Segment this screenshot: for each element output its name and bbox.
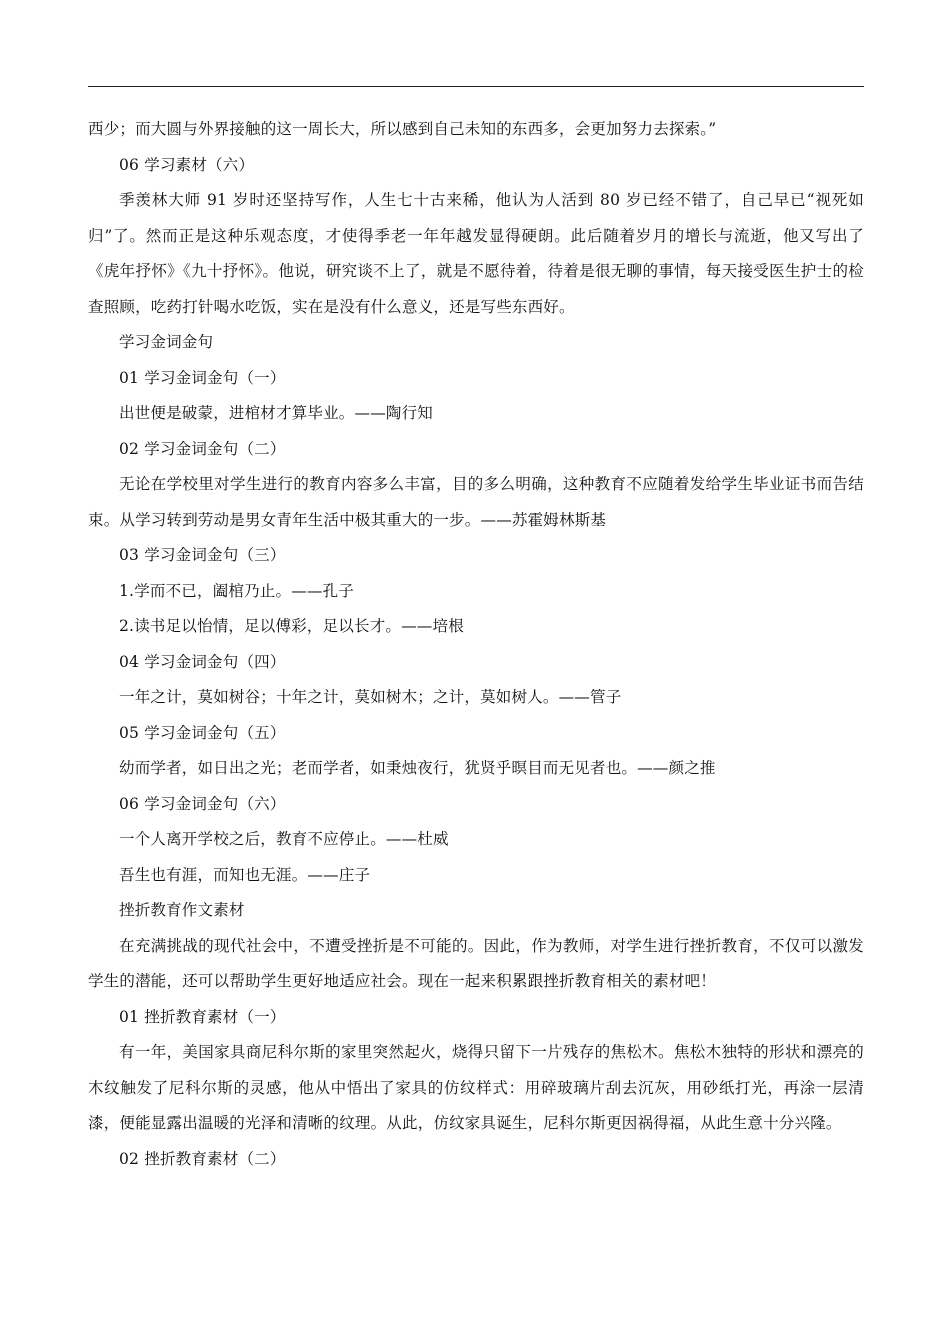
quote-bacon: 2.读书足以怡情，足以傅彩，足以长才。——培根 xyxy=(119,617,464,635)
section-title-setback-education: 挫折教育作文素材 xyxy=(119,901,245,919)
section-heading-setback-1: 01 挫折教育素材（一） xyxy=(119,1007,286,1026)
section-heading-quote-6: 06 学习金词金句（六） xyxy=(119,794,286,813)
quote-yan-zhitui: 幼而学者，如日出之光；老而学者，如秉烛夜行，犹贤乎暝目而无见者也。——颜之推 xyxy=(119,759,716,777)
section-heading-quote-1: 01 学习金词金句（一） xyxy=(119,368,286,387)
quote-sukhomlinsky: 无论在学校里对学生进行的教育内容多么丰富，目的多么明确，这种教育不应随着发给学生毕业证书而告结束。从学习转到劳动是男女青年生活中极其重大的一步。——苏霍姆林斯基 xyxy=(88,475,864,529)
paragraph-setback-intro: 在充满挑战的现代社会中，不遭受挫折是不可能的。因此，作为教师，对学生进行挫折教育，不仅可以激发学生的潜能，还可以帮助学生更好地适应社会。现在一起来积累跟挫折教育相关的素材吧！ xyxy=(88,936,864,990)
section-heading-quote-5: 05 学习金词金句（五） xyxy=(119,723,286,742)
paragraph-continuation: 西少；而大圆与外界接触的这一周长大，所以感到自己未知的东西多，会更加努力去探索。” xyxy=(88,120,717,138)
paragraph-ji-xianlin: 季羡林大师 91 岁时还坚持写作，人生七十古来稀，他认为人活到 80 岁已经不错了，自己早已“视死如归”了。然而正是这种乐观态度，才使得季老一年年越发显得硬朗。此后随着岁月的增长与流逝，他又写出了《虎年抒怀》《九十抒怀》。他说，研究谈不上了，就是不愿待着，待着是很无聊的事情，每天接受医生护士的检查照顾，吃药打针喝水吃饭，实在是没有什么意义，还是写些东西好。 xyxy=(88,191,864,316)
quote-guanzi: 一年之计，莫如树谷；十年之计，莫如树木；之计，莫如树人。——管子 xyxy=(119,688,622,706)
paragraph-nichols: 有一年，美国家具商尼科尔斯的家里突然起火，烧得只留下一片残存的焦松木。焦松木独特的形状和漂亮的木纹触发了尼科尔斯的灵感，他从中悟出了家具的仿纹样式：用碎玻璃片刮去沉灰，用砂纸打光，再涂一层清漆，便能显露出温暖的光泽和清晰的纹理。从此，仿纹家具诞生，尼科尔斯更因祸得福，从此生意十分兴隆。 xyxy=(88,1043,864,1132)
document-body xyxy=(88,112,864,1177)
quote-dewey: 一个人离开学校之后，教育不应停止。——杜威 xyxy=(119,830,449,848)
section-heading-quote-4: 04 学习金词金句（四） xyxy=(119,652,286,671)
section-title-study-quotes: 学习金词金句 xyxy=(119,333,214,351)
header-rule xyxy=(88,86,864,87)
quote-zhuangzi: 吾生也有涯，而知也无涯。——庄子 xyxy=(119,865,371,884)
section-heading-quote-2: 02 学习金词金句（二） xyxy=(119,439,286,458)
section-heading-study-material-6: 06 学习素材（六） xyxy=(119,155,255,174)
section-heading-quote-3: 03 学习金词金句（三） xyxy=(119,546,286,564)
section-heading-setback-2: 02 挫折教育素材（二） xyxy=(119,1149,286,1168)
quote-tao-xingzhi: 出世便是破蒙，进棺材才算毕业。——陶行知 xyxy=(119,404,434,422)
quote-confucius: 1.学而不已，阖棺乃止。——孔子 xyxy=(119,581,354,600)
